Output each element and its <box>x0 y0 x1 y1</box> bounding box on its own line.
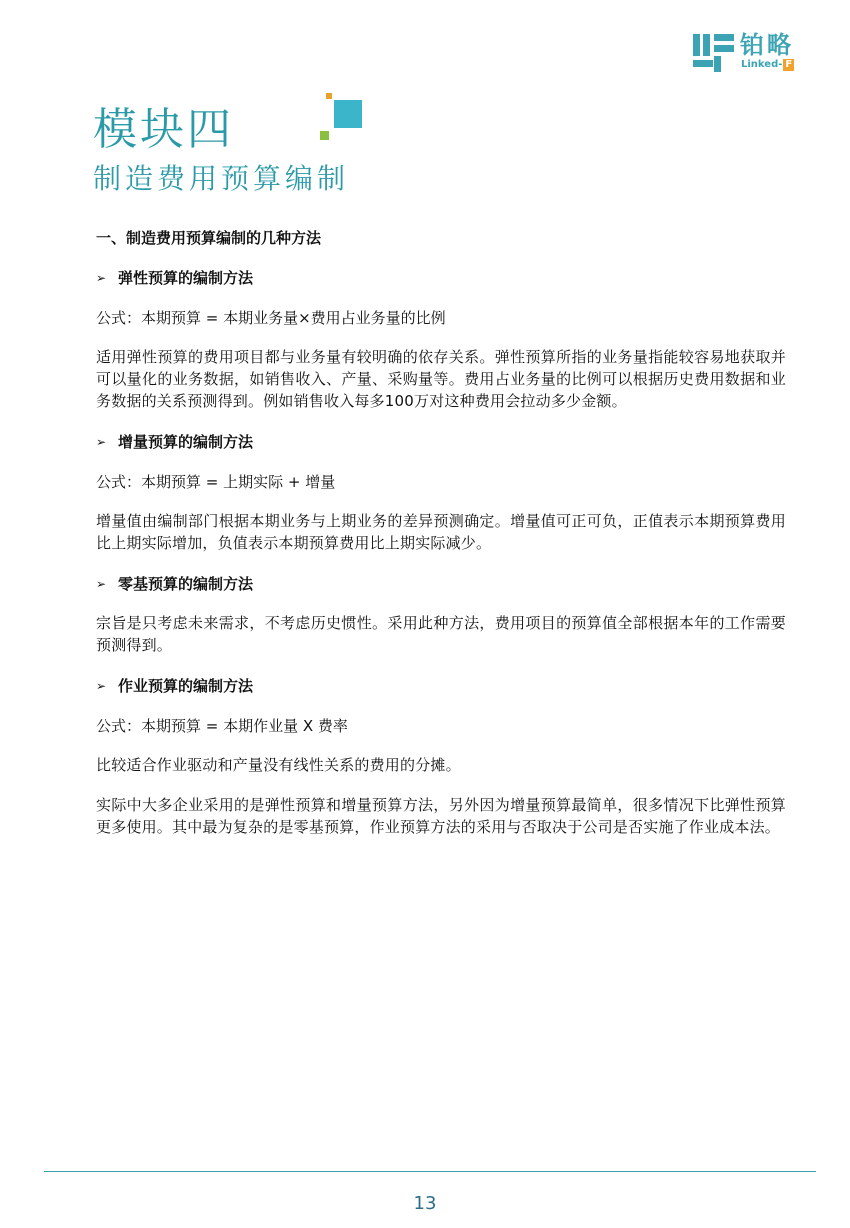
decor-square-green <box>320 131 329 140</box>
paragraph-incremental: 增量值由编制部门根据本期业务与上期业务的差异预测确定。增量值可正可负，正值表示本期预算费用比上期实际增加，负值表示本期预算费用比上期实际减少。 <box>96 512 786 552</box>
paragraph-elastic: 适用弹性预算的费用项目都与业务量有较明确的依存关系。弹性预算所指的业务量指能较容易地获取并可以量化的业务数据，如销售收入、产量、采购量等。费用占业务量的比例可以根据历史费用数据和业务数据的关系预测得到。例如销售收入每多100万对这种费用会拉动多少金额。 <box>96 348 786 410</box>
formula-elastic: 公式：本期预算 = 本期业务量×费用占业务量的比例 <box>96 309 446 327</box>
footer-divider <box>44 1171 816 1172</box>
page-number: 13 <box>413 1193 437 1214</box>
brand-logo <box>693 31 813 74</box>
decor-square-teal <box>334 100 362 128</box>
logo-mark-icon <box>693 34 735 72</box>
subheading-elastic-label: 弹性预算的编制方法 <box>118 269 254 287</box>
section-heading: 一、制造费用预算编制的几种方法 <box>96 229 322 247</box>
formula-incremental: 公式：本期预算 = 上期实际 + 增量 <box>96 473 336 491</box>
decor-square-orange <box>326 93 332 99</box>
paragraph-activity: 比较适合作业驱动和产量没有线性关系的费用的分摊。 <box>96 756 461 774</box>
subheading-incremental-label: 增量预算的编制方法 <box>118 433 254 451</box>
arrow-bullet-icon: ➢ <box>96 435 107 449</box>
subheading-activity-label: 作业预算的编制方法 <box>118 677 254 695</box>
logo-chinese-name: 铂略 <box>740 31 794 59</box>
arrow-bullet-icon: ➢ <box>96 679 107 693</box>
arrow-bullet-icon: ➢ <box>96 271 107 285</box>
paragraph-summary: 实际中大多企业采用的是弹性预算和增量预算方法，另外因为增量预算最简单，很多情况下比弹性预算更多使用。其中最为复杂的是零基预算，作业预算方法的采用与否取决于公司是否实施了作业成本法。 <box>96 796 786 836</box>
formula-activity: 公式：本期预算 = 本期作业量 X 费率 <box>96 717 348 735</box>
logo-f-box: F <box>785 59 793 70</box>
subheading-zero-based-label: 零基预算的编制方法 <box>118 575 254 593</box>
module-subtitle: 制造费用预算编制 <box>93 162 350 195</box>
content-body <box>96 226 786 856</box>
paragraph-zero-based: 宗旨是只考虑未来需求，不考虑历史惯性。采用此种方法，费用项目的预算值全部根据本年的工作需要预测得到。 <box>96 614 786 654</box>
subheading-zero-based <box>96 572 786 596</box>
arrow-bullet-icon: ➢ <box>96 577 107 591</box>
subheading-elastic <box>96 266 786 290</box>
subheading-activity <box>96 674 786 698</box>
logo-english-name: Linked- F <box>741 59 793 70</box>
subheading-incremental <box>96 430 786 454</box>
module-title: 模块四 <box>93 104 234 155</box>
